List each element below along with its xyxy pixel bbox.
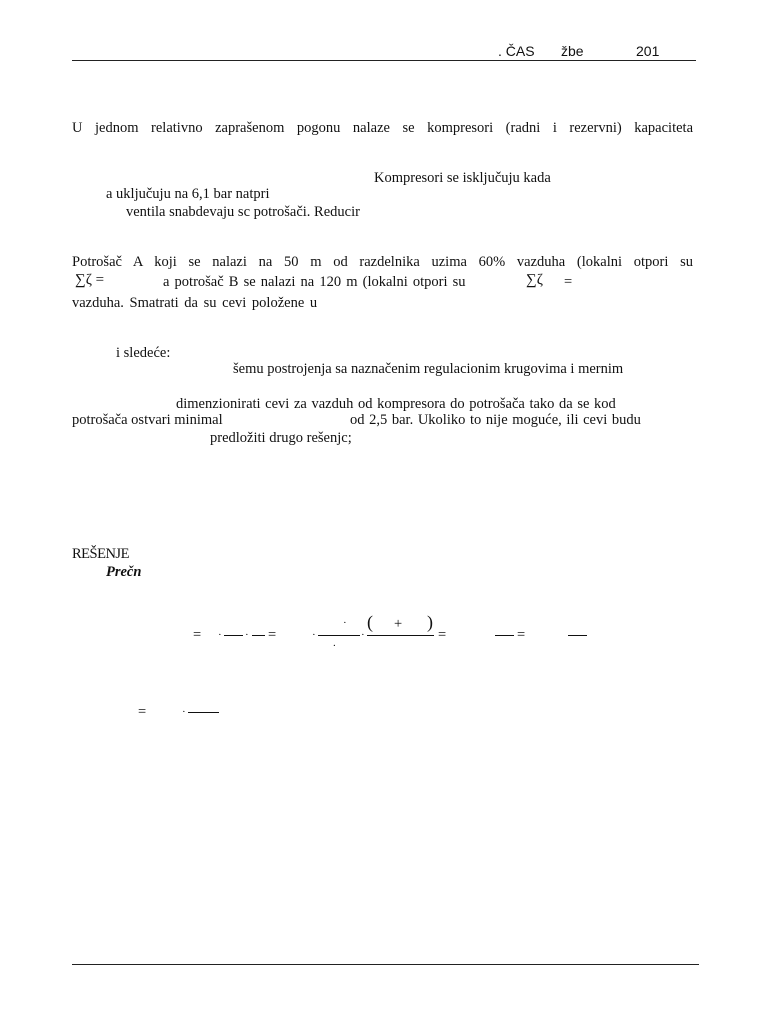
paragraph-dimensioning-line2b: od 2,5 bar. Ukoliko to nije moguće, ili cevi budu: [350, 412, 641, 428]
paragraph-dimensioning-line3: predložiti drugo rešenjc;: [210, 430, 352, 446]
formula1-fraction-bar-1: [224, 635, 243, 636]
formula1-fraction-bar-2: [252, 635, 265, 636]
sum-zeta-b-equals: =: [564, 274, 573, 290]
paragraph-compressors-line2: a uključuju na 6,1 bar natpri: [106, 186, 270, 202]
header-section: žbe: [561, 43, 584, 59]
paragraph-intro: U jednom relativno zaprašenom pogonu nalaze se kompresori (radni i rezervni) kapaciteta: [72, 120, 693, 136]
formula1-equals-2: =: [268, 627, 277, 643]
formula1-denominator-dot: .: [333, 637, 336, 649]
sum-zeta-b: ∑ζ: [526, 272, 543, 288]
formula1-equals-3: =: [438, 627, 447, 643]
formula2-dot: ·: [182, 706, 186, 718]
footer-rule: [72, 964, 699, 965]
paragraph-compressors-line3: ventila snabdevaju sc potrošači. Reducir: [126, 204, 360, 220]
formula1-numerator-dot: ·: [343, 617, 347, 629]
paragraph-tasks-line2: šemu postrojenja sa naznačenim regulacionim krugovima i mernim: [233, 361, 624, 377]
formula1-dot-3: ·: [312, 629, 316, 641]
formula1-paren-open: (: [367, 612, 373, 632]
paragraph-tasks-line1: i sledeće:: [116, 345, 171, 361]
formula1-fraction-bar-4: [367, 635, 434, 636]
formula2-equals: =: [138, 704, 147, 720]
paragraph-dimensioning-line2a: potrošača ostvari minimal: [72, 412, 223, 428]
formula1-dot-4: ·: [361, 629, 365, 641]
header-rule: [72, 60, 696, 61]
formula1-paren-close: ): [427, 612, 433, 632]
formula1-dot-2: ·: [245, 629, 249, 641]
solution-subheading: Prečn: [106, 564, 142, 580]
formula1-fraction-bar-3: [318, 635, 360, 636]
page-number: 201: [636, 43, 660, 59]
formula2-fraction-bar: [188, 712, 219, 713]
header-chapter: . ČAS: [498, 43, 535, 59]
formula1-fraction-bar-6: [568, 635, 587, 636]
formula1-equals-4: =: [517, 627, 526, 643]
formula1-fraction-bar-5: [495, 635, 514, 636]
paragraph-consumers-line1: Potrošač A koji se nalazi na 50 m od razdelnika uzima 60% vazduha (lokalni otpori su: [72, 254, 693, 270]
paragraph-compressors-line1: Kompresori se isključuju kada: [374, 170, 551, 186]
paragraph-consumers-line2: a potrošač B se nalazi na 120 m (lokalni otpori su: [163, 274, 466, 290]
paragraph-dimensioning-line1: dimenzionirati cevi za vazduh od kompresora do potrošača tako da se kod: [176, 396, 616, 412]
formula1-plus: +: [394, 616, 403, 632]
formula1-equals-1: =: [193, 627, 202, 643]
paragraph-consumers-line3: vazduha. Smatrati da su cevi položene u: [72, 295, 318, 311]
sum-zeta-a: ∑ζ =: [75, 272, 105, 288]
solution-heading: REŠENJE: [72, 546, 129, 562]
formula1-dot-1: ·: [218, 629, 222, 641]
